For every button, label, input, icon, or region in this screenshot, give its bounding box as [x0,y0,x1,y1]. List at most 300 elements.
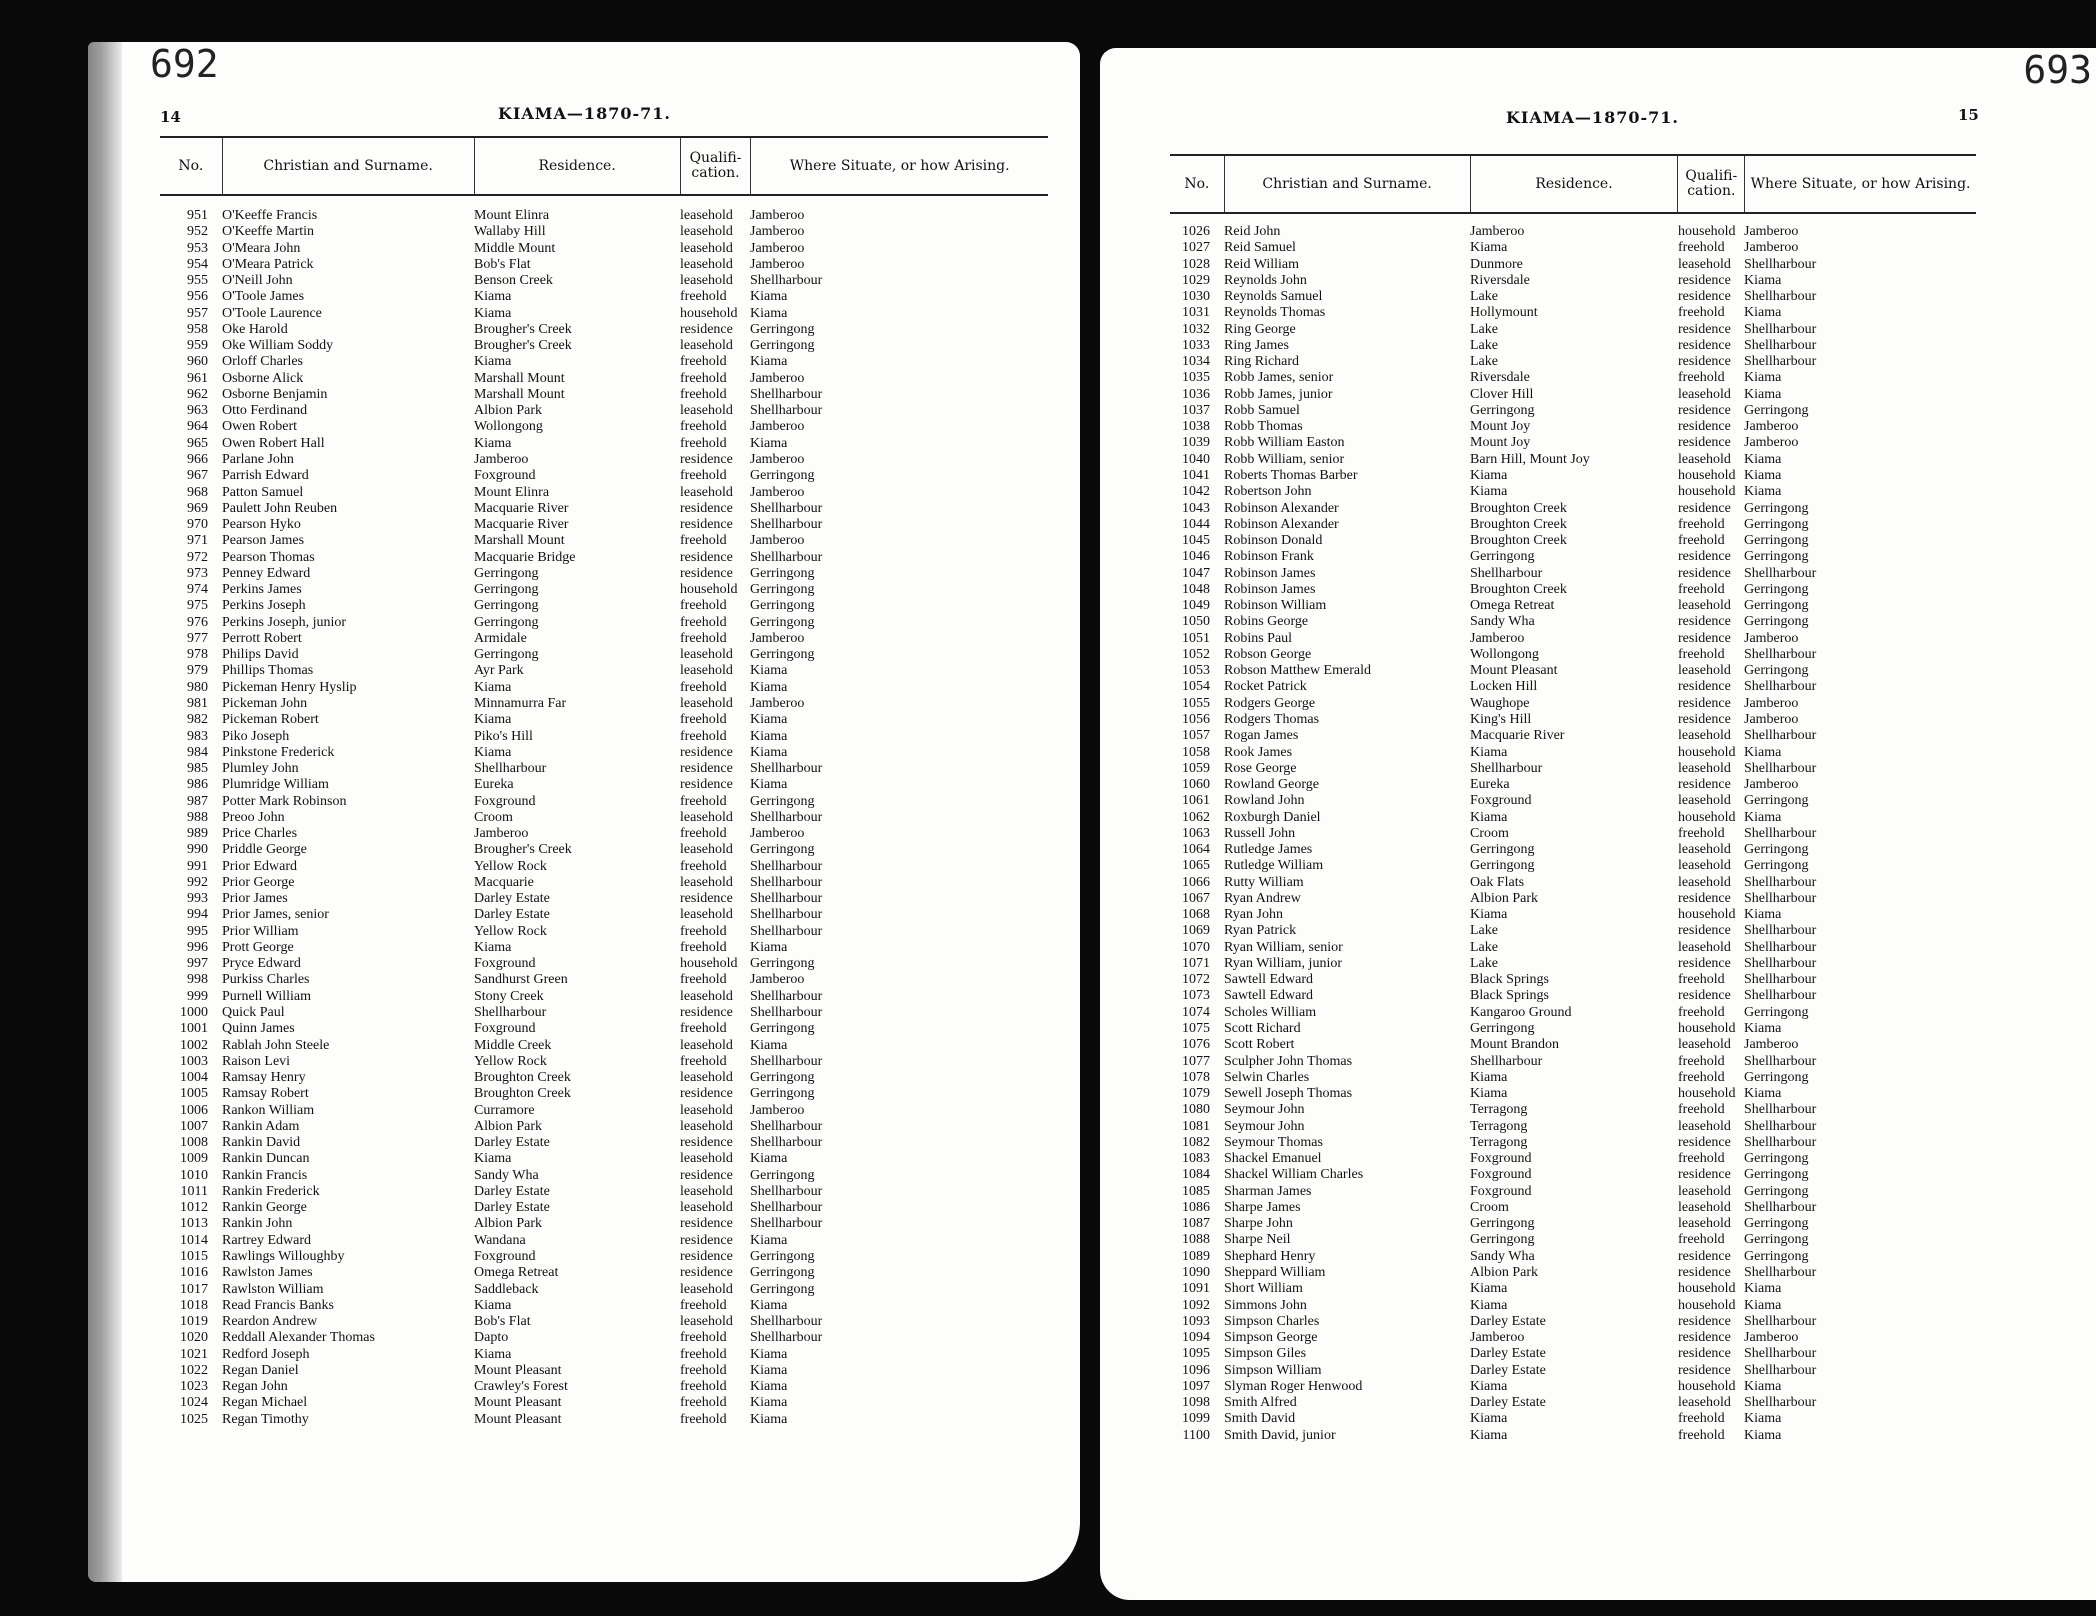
table-row [1170,1428,1976,1444]
entry-residence: Kiama [474,712,512,728]
table-row [1170,940,1976,956]
entry-number: 1026 [1182,224,1210,239]
table-row [160,1347,1048,1363]
table-row [160,338,1048,354]
entry-qualification: freehold [680,858,727,874]
entry-where: Kiama [1744,1297,1782,1313]
entry-residence: Mount Pleasant [474,1362,562,1378]
entry-number: 1097 [1182,1378,1210,1394]
entry-residence: Gerringong [474,614,539,630]
table-row [160,1233,1048,1249]
entry-number: 988 [187,809,208,825]
entry-name: Regan Michael [222,1395,308,1411]
entry-residence: Eureka [1470,777,1510,793]
right-running-title: KIAMA—1870-71. [1506,108,1679,127]
table-row [1170,484,1976,500]
table-row [160,306,1048,322]
entry-number: 1058 [1182,744,1210,760]
entry-where: Gerringong [1744,1183,1809,1199]
table-row [1170,598,1976,614]
left-page [88,42,1080,1582]
entry-qualification: freehold [680,419,727,435]
entry-residence: Lake [1470,354,1498,370]
entry-qualification: leasehold [1678,451,1731,467]
entry-qualification: residence [1678,890,1731,906]
entry-qualification: residence [680,565,733,581]
entry-number: 1062 [1182,809,1210,825]
entry-residence: Foxground [474,1249,536,1264]
entry-qualification: freehold [680,793,727,809]
entry-number: 1034 [1182,354,1210,370]
table-row [160,940,1048,956]
entry-where: Gerringong [1744,1216,1809,1232]
entry-where: Kiama [1744,386,1782,402]
entry-number: 960 [187,354,208,370]
entry-residence: Kiama [1470,907,1508,923]
entry-where: Kiama [750,744,788,760]
table-row [160,810,1048,826]
col-header-name: Christian and Surname. [1225,156,1471,212]
entry-where: Kiama [750,1362,788,1378]
entry-name: Ring James [1224,337,1289,353]
entry-number: 1054 [1182,679,1210,695]
entry-name: O'Keeffe Francis [222,208,318,223]
entry-number: 976 [187,614,208,630]
entry-where: Kiama [1744,744,1782,760]
entry-residence: Wollongong [474,419,543,435]
table-row [160,1038,1048,1054]
entry-qualification: leasehold [1678,842,1731,858]
entry-where: Shellharbour [750,1135,823,1151]
table-row [1170,1054,1976,1070]
entry-qualification: residence [1678,988,1731,1004]
entry-residence: Gerringong [1470,402,1535,418]
entry-qualification: residence [1678,272,1731,288]
entry-residence: Lake [1470,321,1498,337]
entry-qualification: residence [680,517,733,533]
entry-residence: Foxground [474,793,536,809]
entry-residence: Kiama [474,289,512,305]
entry-qualification: freehold [680,289,727,305]
entry-where: Kiama [750,663,788,679]
entry-residence: Broughton Creek [1470,516,1567,532]
entry-qualification: household [1678,1378,1736,1394]
entry-residence: Shellharbour [1470,760,1543,776]
entry-where: Kiama [1744,1086,1782,1102]
entry-where: Shellharbour [750,517,823,533]
entry-qualification: residence [1678,321,1731,337]
table-row [1170,826,1976,842]
entry-name: Phillips Thomas [222,663,314,679]
left-folio-stamp: 692 [150,42,219,86]
table-row [160,1298,1048,1314]
entry-name: Rankin Duncan [222,1151,310,1167]
entry-number: 981 [187,695,208,711]
entry-where: Kiama [750,1151,788,1167]
entry-residence: Kiama [474,1151,512,1167]
entry-name: Robinson Alexander [1224,500,1339,516]
entry-name: Scott Richard [1224,1021,1301,1037]
entry-name: Rutledge James [1224,842,1313,858]
table-row [160,273,1048,289]
entry-qualification: freehold [1678,533,1725,549]
entry-where: Shellharbour [750,1216,823,1232]
entry-where: Jamberoo [750,972,805,988]
table-row [160,891,1048,907]
entry-where: Gerringong [1744,533,1809,549]
entry-number: 1013 [180,1216,208,1232]
entry-where: Gerringong [750,1249,815,1264]
entry-residence: Dunmore [1470,256,1523,272]
entry-number: 1064 [1182,842,1210,858]
entry-where: Shellharbour [1744,256,1817,272]
entry-qualification: residence [1678,549,1731,565]
table-row [160,371,1048,387]
entry-name: Robins George [1224,614,1309,630]
entry-name: Robinson William [1224,598,1327,614]
entry-qualification: leasehold [680,1281,733,1297]
table-row [1170,1395,1976,1411]
entry-residence: Eureka [474,777,514,793]
entry-name: Pearson Thomas [222,549,315,565]
entry-name: Ryan John [1224,907,1283,923]
entry-residence: Gerringong [1470,1021,1535,1037]
entry-number: 1093 [1182,1313,1210,1329]
entry-qualification: freehold [680,1330,727,1346]
entry-number: 1063 [1182,825,1210,841]
entry-where: Shellharbour [750,907,823,923]
table-row [1170,761,1976,777]
entry-qualification: residence [680,451,733,467]
entry-name: Price Charles [222,826,298,842]
entry-name: Rodgers George [1224,695,1316,711]
entry-where: Jamberoo [1744,224,1799,239]
entry-qualification: leasehold [1678,386,1731,402]
table-row [160,1135,1048,1151]
entry-where: Gerringong [750,956,815,972]
entry-number: 1036 [1182,386,1210,402]
entry-number: 1056 [1182,711,1210,727]
col-header-residence: Residence. [475,138,681,194]
entry-residence: Macquarie Bridge [474,549,576,565]
entry-where: Gerringong [750,338,815,354]
entry-name: Robins Paul [1224,630,1293,646]
table-row [160,436,1048,452]
entry-number: 1053 [1182,663,1210,679]
entry-where: Gerringong [750,1167,815,1183]
entry-residence: Black Springs [1470,972,1549,988]
entry-qualification: residence [1678,1248,1731,1264]
entry-where: Shellharbour [1744,321,1817,337]
entry-number: 1095 [1182,1346,1210,1362]
entry-number: 1004 [180,1070,208,1086]
entry-residence: Gerringong [474,647,539,663]
entry-where: Kiama [1744,1021,1782,1037]
entry-qualification: residence [680,1135,733,1151]
table-row [1170,305,1976,321]
entry-qualification: freehold [1678,1053,1725,1069]
table-row [1170,403,1976,419]
entry-qualification: freehold [680,1297,727,1313]
entry-name: Read Francis Banks [222,1297,334,1313]
entry-name: Ryan Andrew [1224,890,1301,906]
table-row [160,956,1048,972]
entry-where: Kiama [750,1346,788,1362]
entry-qualification: residence [1678,435,1731,451]
col-header-no: No. [1170,156,1225,212]
entry-qualification: freehold [680,923,727,939]
table-row [1170,679,1976,695]
entry-residence: Sandy Wha [1470,614,1535,630]
entry-residence: Albion Park [1470,890,1539,906]
entry-residence: Oak Flats [1470,874,1525,890]
entry-number: 977 [187,630,208,646]
entry-where: Kiama [1744,809,1782,825]
entry-qualification: residence [680,321,733,337]
entry-qualification: residence [1678,1167,1731,1183]
table-row [1170,1102,1976,1118]
table-row [160,598,1048,614]
table-row [1170,419,1976,435]
entry-number: 1080 [1182,1102,1210,1118]
table-row [160,403,1048,419]
entry-residence: Terragong [1470,1118,1528,1134]
entry-residence: Kiama [1470,744,1508,760]
entry-residence: Shellharbour [474,761,547,777]
entry-where: Gerringong [1744,1151,1809,1167]
table-row [160,859,1048,875]
entry-name: Orloff Charles [222,354,303,370]
table-row [160,257,1048,273]
entry-number: 1003 [180,1053,208,1069]
table-row [160,1216,1048,1232]
entry-number: 1015 [180,1249,208,1264]
entry-name: Regan John [222,1379,288,1395]
right-page-number: 15 [1958,106,1979,124]
entry-where: Jamberoo [1744,1037,1799,1053]
entry-number: 1035 [1182,370,1210,386]
entry-where: Shellharbour [750,1314,823,1330]
entry-qualification: freehold [1678,825,1725,841]
entry-name: Sawtell Edward [1224,972,1314,988]
entry-number: 1047 [1182,565,1210,581]
entry-where: Kiama [1744,1411,1782,1427]
entry-qualification: leasehold [680,1102,733,1118]
entry-name: Sharpe James [1224,1199,1301,1215]
table-row [1170,468,1976,484]
entry-name: Roxburgh Daniel [1224,809,1321,825]
entry-residence: Middle Mount [474,240,556,256]
entry-number: 982 [187,712,208,728]
entry-qualification: leasehold [680,1183,733,1199]
entry-name: Regan Timothy [222,1411,309,1427]
entry-name: Quick Paul [222,1005,285,1021]
entry-where: Shellharbour [1744,890,1817,906]
entry-number: 1040 [1182,451,1210,467]
entry-name: Sewell Joseph Thomas [1224,1086,1353,1102]
entry-residence: Kiama [1470,1297,1508,1313]
entry-qualification: freehold [680,1395,727,1411]
entry-qualification: residence [1678,1330,1731,1346]
entry-name: Philips David [222,647,299,663]
entry-name: Robinson James [1224,565,1316,581]
entry-where: Shellharbour [750,1005,823,1021]
entry-name: Roberts Thomas Barber [1224,467,1358,483]
entry-where: Jamberoo [750,256,805,272]
entry-where: Jamberoo [750,826,805,842]
entry-where: Kiama [750,305,788,321]
entry-name: Robb Thomas [1224,419,1303,435]
entry-qualification: residence [680,549,733,565]
entry-where: Jamberoo [1744,240,1799,256]
entry-qualification: leasehold [680,988,733,1004]
entry-name: Quinn James [222,1021,295,1037]
entry-where: Jamberoo [1744,695,1799,711]
entry-number: 1087 [1182,1216,1210,1232]
entry-qualification: residence [680,500,733,516]
entry-name: Rook James [1224,744,1293,760]
entry-number: 984 [187,744,208,760]
entry-number: 1030 [1182,289,1210,305]
entry-residence: Mount Joy [1470,435,1531,451]
entry-qualification: household [680,582,738,598]
entry-name: Prior George [222,874,295,890]
entry-where: Shellharbour [750,1330,823,1346]
table-row [1170,1232,1976,1248]
entry-name: Robson Matthew Emerald [1224,663,1371,679]
table-row [1170,387,1976,403]
table-row [1170,988,1976,1004]
entry-qualification: freehold [680,354,727,370]
entry-name: O'Toole Laurence [222,305,322,321]
entry-where: Shellharbour [1744,289,1817,305]
entry-where: Gerringong [1744,1248,1809,1264]
entry-where: Shellharbour [1744,1265,1817,1280]
entry-where: Gerringong [1744,598,1809,614]
table-row [160,533,1048,549]
entry-residence: Gerringong [1470,858,1535,874]
entry-name: Sheppard William [1224,1265,1326,1280]
entry-where: Kiama [750,1395,788,1411]
entry-where: Kiama [1744,484,1782,500]
entry-where: Gerringong [750,793,815,809]
entry-qualification: residence [680,777,733,793]
entry-residence: Darley Estate [474,907,550,923]
entry-qualification: freehold [680,370,727,386]
entry-name: Shackel Emanuel [1224,1151,1322,1167]
entry-number: 1039 [1182,435,1210,451]
entry-residence: Croom [1470,1199,1509,1215]
entry-name: Rartrey Edward [222,1232,312,1248]
table-row [1170,1379,1976,1395]
entry-qualification: freehold [680,598,727,614]
entry-name: Pearson Hyko [222,517,301,533]
table-row [160,452,1048,468]
entry-name: Perkins Joseph, junior [222,614,347,630]
entry-residence: Riversdale [1470,272,1530,288]
entry-residence: Kiama [1470,1378,1508,1394]
table-row [1170,631,1976,647]
entry-residence: Foxground [1470,1151,1532,1167]
entry-qualification: freehold [680,1021,727,1037]
entry-where: Shellharbour [750,403,823,419]
entry-name: Ryan William, junior [1224,955,1342,971]
right-folio-stamp: 693 [2023,48,2092,92]
entry-name: Ramsay Robert [222,1086,309,1102]
entry-qualification: leasehold [680,256,733,272]
entry-where: Shellharbour [1744,988,1817,1004]
entry-qualification: freehold [680,939,727,955]
entry-number: 1049 [1182,598,1210,614]
entry-where: Shellharbour [1744,1395,1817,1411]
entry-qualification: residence [680,761,733,777]
entry-where: Gerringong [1744,549,1809,565]
entry-number: 1045 [1182,533,1210,549]
entry-qualification: residence [1678,337,1731,353]
entry-residence: Waughope [1470,695,1530,711]
entry-name: Reynolds John [1224,272,1307,288]
entry-qualification: freehold [1678,305,1725,321]
table-row [1170,1119,1976,1135]
entry-name: Sharman James [1224,1183,1312,1199]
left-page-binding-shadow [88,42,122,1582]
entry-residence: Croom [474,809,513,825]
entry-where: Gerringong [1744,402,1809,418]
entry-residence: Benson Creek [474,273,553,289]
entry-where: Kiama [750,728,788,744]
entry-number: 996 [187,939,208,955]
entry-qualification: freehold [680,1379,727,1395]
table-row [160,501,1048,517]
entry-name: Shephard Henry [1224,1248,1316,1264]
entry-where: Shellharbour [750,874,823,890]
entry-name: Sharpe Neil [1224,1232,1291,1248]
entry-number: 1016 [180,1265,208,1281]
entry-name: Parlane John [222,451,294,467]
entry-name: Rawlston James [222,1265,313,1281]
entry-number: 1066 [1182,874,1210,890]
entry-name: Rankin Frederick [222,1183,320,1199]
entry-name: Short William [1224,1281,1303,1297]
entry-number: 1012 [180,1200,208,1216]
entry-qualification: residence [1678,1134,1731,1150]
entry-residence: Black Springs [1470,988,1549,1004]
entry-number: 1083 [1182,1151,1210,1167]
entry-where: Jamberoo [750,370,805,386]
entry-qualification: leasehold [1678,939,1731,955]
entry-where: Shellharbour [1744,1134,1817,1150]
entry-residence: Kiama [474,679,512,695]
entry-name: Robb William Easton [1224,435,1345,451]
entry-number: 1014 [180,1232,208,1248]
entry-residence: Kiama [474,435,512,451]
entry-residence: Darley Estate [474,891,550,907]
entry-name: Prior James, senior [222,907,329,923]
entry-name: Robb Samuel [1224,402,1300,418]
entry-residence: Kiama [1470,1427,1508,1443]
entry-where: Shellharbour [1744,565,1817,581]
entry-where: Kiama [750,939,788,955]
entry-name: Robertson John [1224,484,1312,500]
entry-qualification: freehold [680,630,727,646]
entry-name: Smith David, junior [1224,1427,1336,1443]
entry-name: Rose George [1224,760,1297,776]
entry-number: 1070 [1182,939,1210,955]
entry-where: Shellharbour [1744,1199,1817,1215]
entry-qualification: household [1678,907,1736,923]
entry-where: Jamberoo [1744,419,1799,435]
entry-where: Jamberoo [750,1102,805,1118]
